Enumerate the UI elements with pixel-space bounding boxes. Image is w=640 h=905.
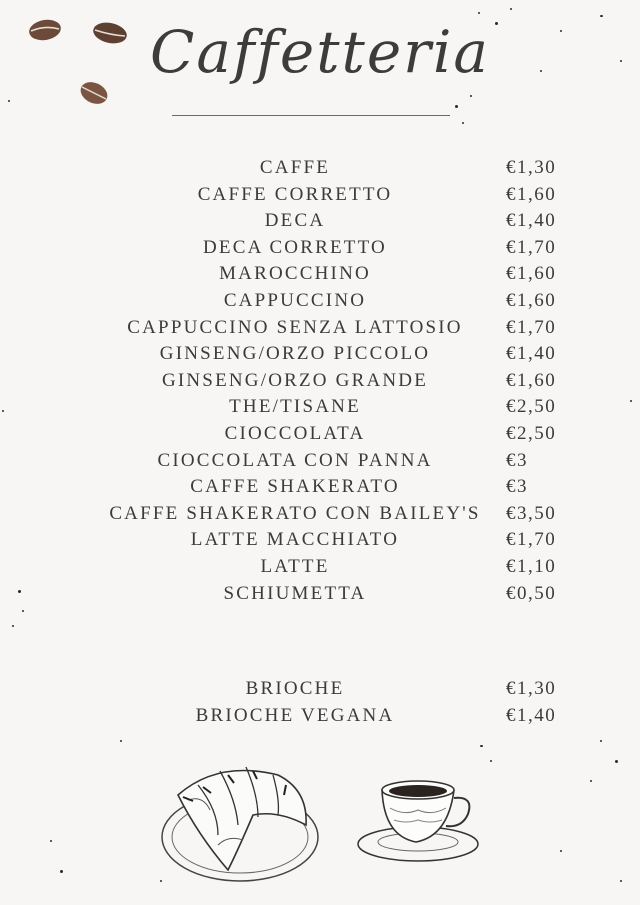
menu-row <box>0 583 640 610</box>
menu-item-name: DECA CORRETTO <box>203 236 387 258</box>
coffee-cup-illustration <box>354 772 486 868</box>
menu-row <box>0 423 640 450</box>
menu-item-name: CAFFE SHAKERATO <box>190 476 400 498</box>
menu-row <box>0 705 640 732</box>
menu-item-name: CIOCCOLATA <box>224 422 366 444</box>
menu-item-name: BRIOCHE <box>245 678 345 699</box>
title-divider <box>172 115 450 116</box>
menu-item-name: LATTE <box>260 555 330 577</box>
menu-item-price: €1,60 <box>506 183 557 205</box>
menu-row <box>0 263 640 290</box>
menu-row <box>0 396 640 423</box>
menu-item-name: CAFFE CORRETTO <box>197 183 393 205</box>
menu-item-name: SCHIUMETTA <box>223 582 367 604</box>
menu-row <box>0 184 640 211</box>
menu-item-name: GINSENG/ORZO PICCOLO <box>159 343 431 365</box>
menu-item-price: €1,60 <box>506 289 557 311</box>
menu-item-name: THE/TISANE <box>229 396 361 418</box>
menu-item-name: LATTE MACCHIATO <box>190 529 400 551</box>
menu-item-price: €1,40 <box>506 343 557 365</box>
menu-item-price: €1,30 <box>506 678 557 699</box>
menu-item-name: MAROCCHINO <box>219 263 371 285</box>
menu-row <box>0 343 640 370</box>
menu-row <box>0 678 640 705</box>
menu-item-name: CAFFE <box>259 157 331 178</box>
menu-item-name: CAFFE SHAKERATO CON BAILEY'S <box>109 502 481 524</box>
menu-item-name: BRIOCHE VEGANA <box>195 704 395 726</box>
menu-row <box>0 529 640 556</box>
page-title: Caffetteria <box>149 18 490 86</box>
menu-item-name: DECA <box>264 210 326 232</box>
menu-item-price: €1,60 <box>506 369 557 391</box>
menu-row <box>0 157 640 184</box>
menu-row <box>0 370 640 397</box>
menu-item-price: €3 <box>506 449 528 471</box>
menu-row <box>0 237 640 264</box>
menu-item-price: €3,50 <box>506 502 557 524</box>
menu-item-name: CIOCCOLATA CON PANNA <box>157 449 433 471</box>
menu-row <box>0 317 640 344</box>
menu-item-price: €1,70 <box>506 236 557 258</box>
menu-item-price: €2,50 <box>506 396 557 418</box>
menu-item-price: €1,10 <box>506 555 557 577</box>
menu-item-price: €0,50 <box>506 582 557 604</box>
menu-row <box>0 503 640 530</box>
menu-item-price: €1,40 <box>506 704 557 726</box>
menu-item-price: €1,70 <box>506 529 557 551</box>
menu-item-price: €3 <box>506 476 528 498</box>
menu-item-price: €2,50 <box>506 422 557 444</box>
croissant-plate-illustration <box>158 755 326 885</box>
menu-row <box>0 290 640 317</box>
menu-item-price: €1,60 <box>506 263 557 285</box>
menu-row <box>0 476 640 503</box>
menu-row <box>0 450 640 477</box>
menu-item-name: GINSENG/ORZO GRANDE <box>161 369 429 391</box>
menu-item-price: €1,30 <box>506 157 557 178</box>
menu-row <box>0 210 640 237</box>
pastries-list <box>0 678 640 731</box>
menu-row <box>0 556 640 583</box>
menu-item-price: €1,70 <box>506 316 557 338</box>
menu-item-price: €1,40 <box>506 210 557 232</box>
menu-item-name: CAPPUCCINO <box>223 289 367 311</box>
menu-item-name: CAPPUCCINO SENZA LATTOSIO <box>127 316 463 338</box>
drinks-list <box>0 157 640 609</box>
